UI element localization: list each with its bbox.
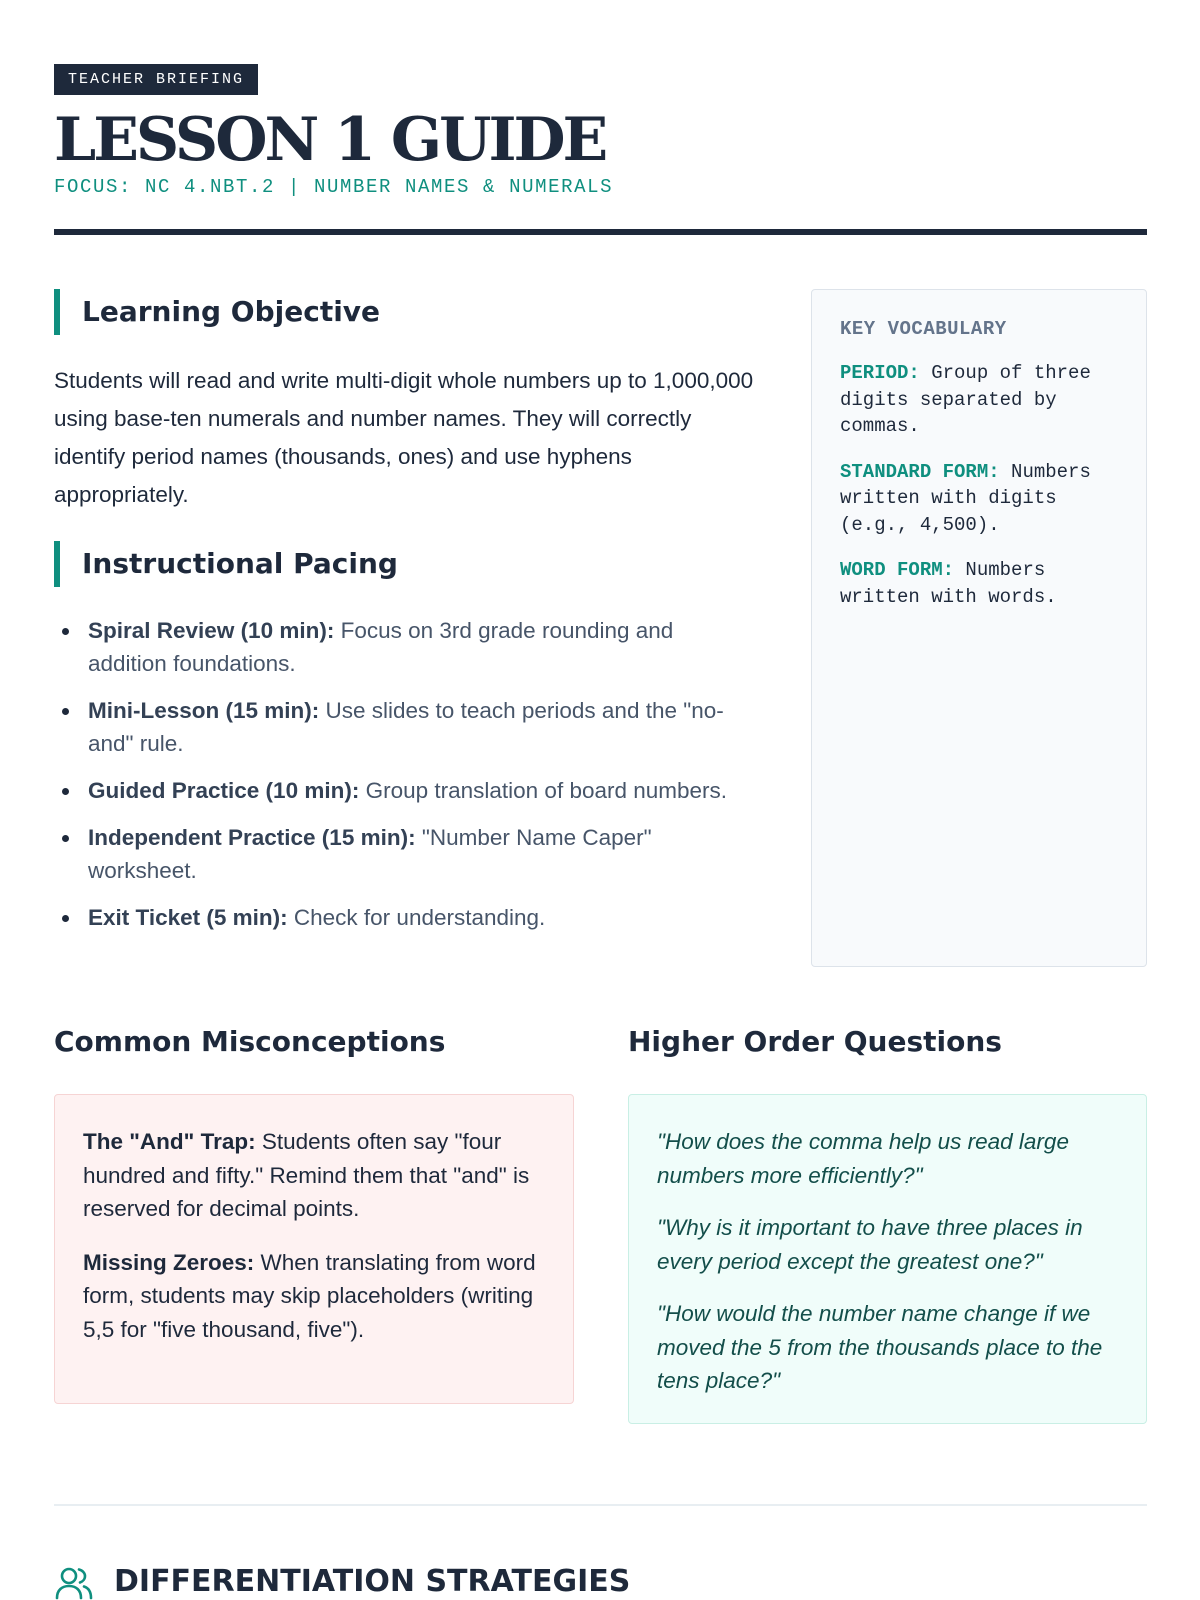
misconception-text: Students often say "four hundred and fifty." Remind them that "and" is reserved for decimal points.: [83, 1129, 530, 1221]
pacing-item-label: Mini-Lesson (15 min):: [88, 698, 320, 723]
question-item: "How would the number name change if we moved the 5 from the thousands place to the tens place?": [657, 1301, 1103, 1393]
list-item: [54, 901, 754, 934]
vocabulary-term: PERIOD:: [840, 362, 920, 384]
pacing-heading: Instructional Pacing: [54, 541, 398, 587]
misconceptions-box: [54, 1094, 574, 1404]
objective-heading: Learning Objective: [54, 289, 380, 335]
pacing-item-text: Group translation of board numbers.: [359, 778, 728, 803]
vocabulary-term: STANDARD FORM:: [840, 460, 1000, 483]
pacing-list: [54, 614, 754, 948]
question-item: "How does the comma help us read large numbers more efficiently?": [657, 1129, 1069, 1188]
differentiation-heading: DIFFERENTIATION STRATEGIES: [114, 1564, 631, 1599]
higher-order-questions-box: [628, 1094, 1147, 1424]
focus-standard: FOCUS: NC 4.NBT.2 | NUMBER NAMES & NUMERALS: [54, 176, 614, 198]
page-title: LESSON 1 GUIDE: [54, 105, 606, 175]
pacing-item-label: Spiral Review (10 min):: [88, 618, 335, 643]
misconception-item: [83, 1125, 545, 1226]
vocabulary-item: [840, 459, 1118, 539]
pacing-item-text: Check for understanding.: [287, 905, 546, 930]
key-vocabulary-panel: [811, 289, 1147, 967]
pacing-item-text: Focus on 3rd grade rounding and addition foundations.: [88, 618, 674, 676]
list-item: [54, 821, 754, 887]
vocabulary-definition: Numbers written with digits (e.g., 4,500).: [840, 460, 1091, 536]
pacing-item-text: Use slides to teach periods and the "no-and" rule.: [88, 698, 724, 756]
misconception-label: The "And" Trap:: [83, 1129, 256, 1154]
vocabulary-item: [840, 360, 1118, 440]
users-icon: [54, 1564, 94, 1600]
vocabulary-item: [840, 557, 1118, 610]
list-item: [54, 774, 754, 807]
pacing-item-label: Independent Practice (15 min):: [88, 825, 416, 850]
vocabulary-definition: Numbers written with words.: [840, 559, 1057, 608]
list-item: [54, 694, 754, 760]
misconception-item: [83, 1246, 545, 1347]
section-divider: [54, 1504, 1147, 1506]
vocabulary-term: WORD FORM:: [840, 559, 955, 581]
questions-heading: Higher Order Questions: [628, 1025, 1002, 1058]
vocabulary-title: KEY VOCABULARY: [840, 318, 1007, 340]
question-item: "Why is it important to have three places in every period except the greatest one?": [657, 1215, 1083, 1274]
list-item: [54, 614, 754, 680]
misconception-text: When translating from word form, students may skip placeholders (writing 5,5 for "five thousand, five").: [83, 1249, 536, 1342]
pacing-item-label: Exit Ticket (5 min):: [88, 905, 288, 930]
header-divider: [54, 229, 1147, 235]
objective-text: Students will read and write multi-digit whole numbers up to 1,000,000 using base-ten numerals and number names. They will correctly identify period names (thousands, ones) and use hyphens appropriately.: [54, 368, 754, 507]
lesson-guide-page: [54, 0, 1147, 1600]
pacing-item-label: Guided Practice (10 min):: [88, 778, 360, 803]
misconceptions-heading: Common Misconceptions: [54, 1025, 446, 1058]
teacher-briefing-badge: TEACHER BRIEFING: [54, 64, 258, 95]
vocabulary-definition: Group of three digits separated by commas.: [840, 362, 1091, 437]
misconception-label: Missing Zeroes:: [83, 1249, 255, 1275]
pacing-item-text: "Number Name Caper" worksheet.: [88, 825, 652, 883]
